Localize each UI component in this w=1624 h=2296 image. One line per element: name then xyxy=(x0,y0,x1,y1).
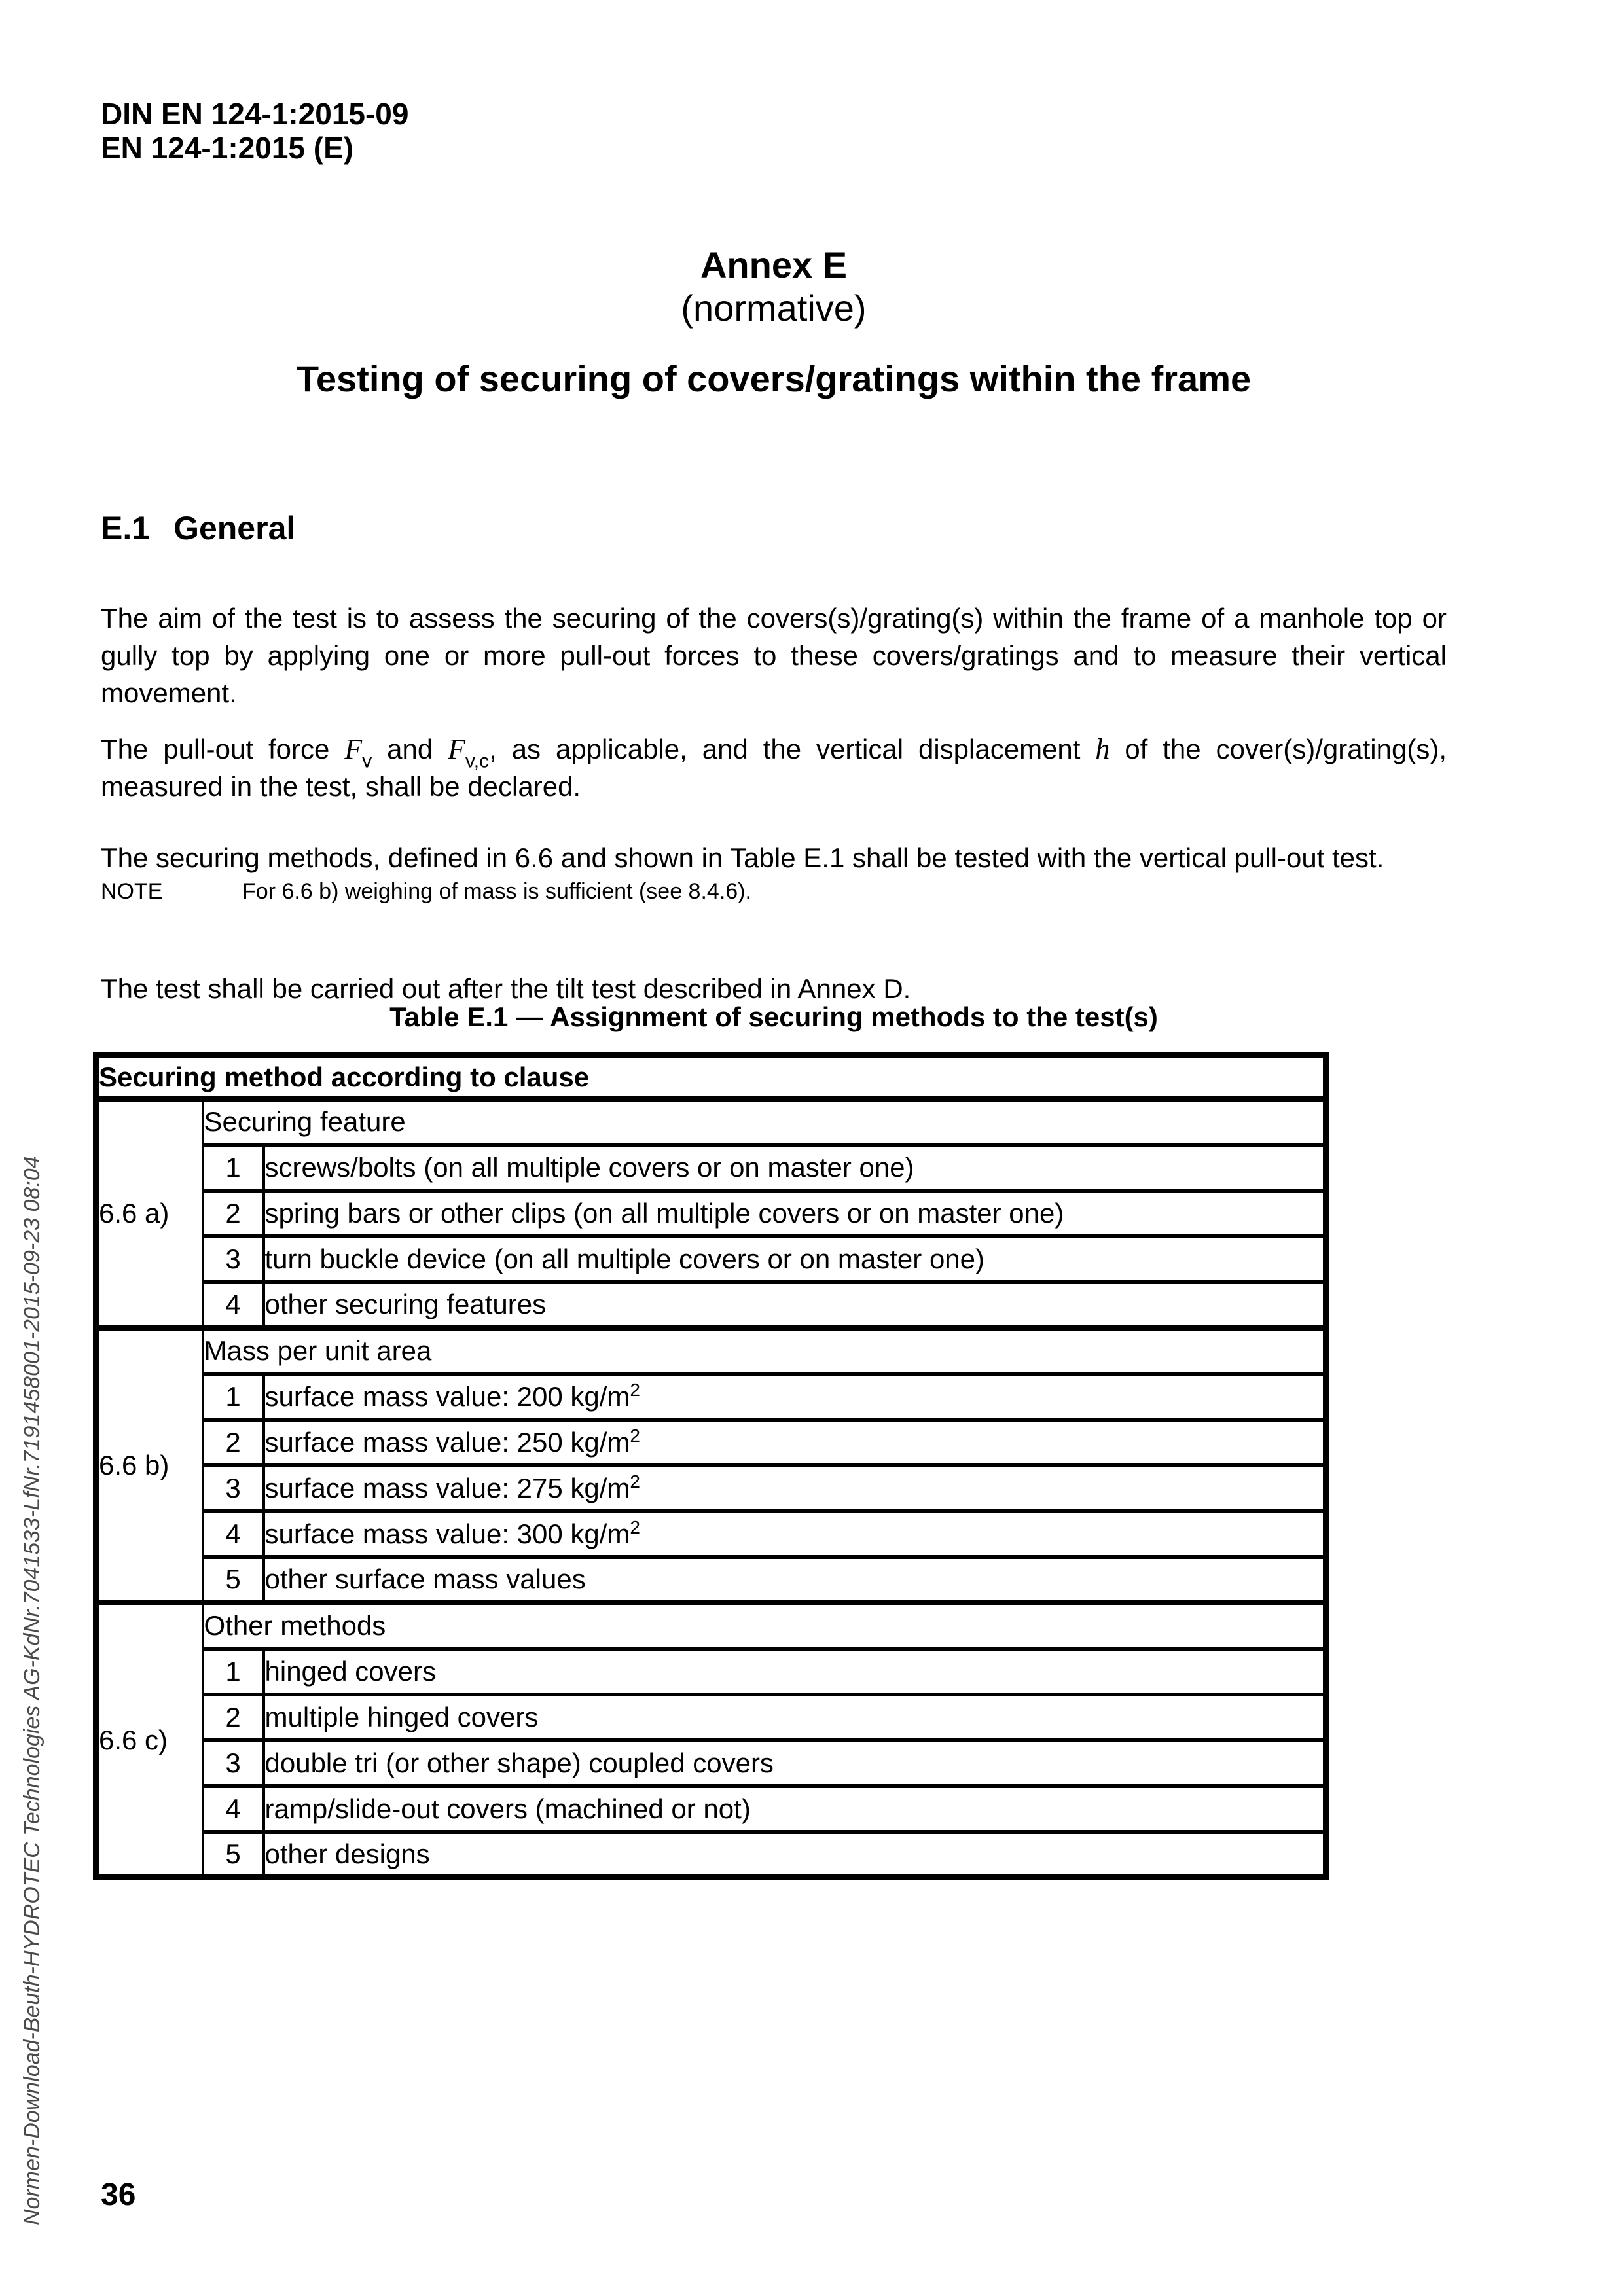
item-number-cell: 5 xyxy=(203,1557,264,1603)
paragraph-tilt-test: The test shall be carried out after the tilt test described in Annex D. xyxy=(101,973,911,1004)
variable-h: h xyxy=(1095,733,1110,765)
paragraph-text: and xyxy=(372,734,448,764)
paragraph-text: of the cover(s)/grating(s), measured in the test, shall be declared. xyxy=(101,734,1447,802)
item-number-cell: 5 xyxy=(203,1832,264,1878)
table-row xyxy=(96,1420,1326,1465)
sidebar-watermark: Normen-Download-Beuth-HYDROTEC Technologies AG-KdNr.7041533-LfNr.7191458001-2015-09-23 08:04 xyxy=(20,1156,45,2225)
annex-title: Annex E xyxy=(700,244,848,285)
item-text: surface mass value: 275 kg/m xyxy=(264,1472,630,1503)
paragraph-aim: The aim of the test is to assess the securing of the covers(s)/grating(s) within the frame of a manhole top or gully top by applying one or more pull-out forces to these covers/gratings and to measure their vertical movement. xyxy=(101,603,1447,708)
table-row xyxy=(96,1056,1326,1099)
item-number-cell: 3 xyxy=(203,1740,264,1786)
item-desc-cell xyxy=(264,1465,1326,1511)
table-row xyxy=(96,1740,1326,1786)
variable-Fv: F xyxy=(344,733,363,765)
item-desc-cell xyxy=(264,1374,1326,1420)
item-number-cell: 4 xyxy=(203,1282,264,1328)
item-desc-cell: screws/bolts (on all multiple covers or on master one) xyxy=(264,1145,1326,1191)
doc-header xyxy=(101,97,408,165)
item-desc-cell: multiple hinged covers xyxy=(264,1695,1326,1740)
table-row xyxy=(96,1603,1326,1649)
table-row xyxy=(96,1282,1326,1328)
item-text: surface mass value: 300 kg/m xyxy=(264,1518,630,1549)
table-row xyxy=(96,1099,1326,1145)
table-caption: Table E.1 — Assignment of securing methods to the test(s) xyxy=(389,1001,1158,1032)
clause-cell-66b: 6.6 b) xyxy=(96,1328,203,1603)
table-row xyxy=(96,1236,1326,1282)
page-number: 36 xyxy=(101,2178,136,2212)
table-row xyxy=(96,1649,1326,1695)
item-desc-cell: spring bars or other clips (on all multiple covers or on master one) xyxy=(264,1191,1326,1236)
group-title-cell: Mass per unit area xyxy=(203,1328,1326,1374)
table-header-cell: Securing method according to clause xyxy=(96,1056,1326,1099)
item-number-cell: 4 xyxy=(203,1511,264,1557)
note-text: For 6.6 b) weighing of mass is sufficient (see 8.4.6). xyxy=(242,879,751,904)
paragraph-pullout-force xyxy=(101,730,1447,805)
item-desc-cell xyxy=(264,1420,1326,1465)
item-number-cell: 4 xyxy=(203,1786,264,1832)
superscript-2: 2 xyxy=(630,1379,640,1400)
paragraph-text: , as applicable, and the vertical displacement xyxy=(489,734,1096,764)
paragraph-securing-methods: The securing methods, defined in 6.6 and shown in Table E.1 shall be tested with the vertical pull-out test. xyxy=(101,842,1384,873)
item-number-cell: 1 xyxy=(203,1145,264,1191)
note-label: NOTE xyxy=(101,879,163,904)
superscript-2: 2 xyxy=(630,1471,640,1492)
group-title-cell: Other methods xyxy=(203,1603,1326,1649)
item-number-cell: 1 xyxy=(203,1374,264,1420)
item-number-cell: 2 xyxy=(203,1191,264,1236)
superscript-2: 2 xyxy=(630,1425,640,1446)
item-desc-cell xyxy=(264,1511,1326,1557)
clause-cell-66c: 6.6 c) xyxy=(96,1603,203,1878)
section-title: General xyxy=(173,510,296,547)
variable-Fvc: F xyxy=(448,733,465,765)
section-heading xyxy=(101,509,1447,547)
item-desc-cell: turn buckle device (on all multiple covers or on master one) xyxy=(264,1236,1326,1282)
subscript-vc: v,c xyxy=(465,750,490,772)
item-desc-cell: ramp/slide-out covers (machined or not) xyxy=(264,1786,1326,1832)
table-row xyxy=(96,1374,1326,1420)
clause-cell-66a: 6.6 a) xyxy=(96,1099,203,1328)
table-row xyxy=(96,1465,1326,1511)
doc-title: Testing of securing of covers/gratings within the frame xyxy=(296,358,1252,399)
subscript-v: v xyxy=(362,750,372,772)
superscript-2: 2 xyxy=(630,1516,640,1537)
item-desc-cell: double tri (or other shape) coupled covers xyxy=(264,1740,1326,1786)
item-text: surface mass value: 250 kg/m xyxy=(264,1426,630,1458)
item-number-cell: 2 xyxy=(203,1420,264,1465)
group-title-cell: Securing feature xyxy=(203,1099,1326,1145)
securing-methods-table xyxy=(93,1052,1329,1880)
table-row xyxy=(96,1145,1326,1191)
item-number-cell: 3 xyxy=(203,1465,264,1511)
item-desc-cell: hinged covers xyxy=(264,1649,1326,1695)
table-row xyxy=(96,1832,1326,1878)
paragraph-text: The pull-out force xyxy=(101,734,345,764)
table-row xyxy=(96,1786,1326,1832)
item-desc-cell: other surface mass values xyxy=(264,1557,1326,1603)
table-row xyxy=(96,1557,1326,1603)
table-row xyxy=(96,1695,1326,1740)
item-desc-cell: other designs xyxy=(264,1832,1326,1878)
section-number: E.1 xyxy=(101,510,151,547)
table-row xyxy=(96,1191,1326,1236)
annex-subtitle: (normative) xyxy=(681,287,867,329)
item-text: surface mass value: 200 kg/m xyxy=(264,1380,630,1412)
doc-header-line1: DIN EN 124-1:2015-09 xyxy=(101,97,409,131)
doc-header-line2: EN 124-1:2015 (E) xyxy=(101,131,354,165)
item-number-cell: 1 xyxy=(203,1649,264,1695)
item-number-cell: 2 xyxy=(203,1695,264,1740)
note xyxy=(101,877,1447,906)
table-row xyxy=(96,1328,1326,1374)
item-desc-cell: other securing features xyxy=(264,1282,1326,1328)
table-row xyxy=(96,1511,1326,1557)
item-number-cell: 3 xyxy=(203,1236,264,1282)
